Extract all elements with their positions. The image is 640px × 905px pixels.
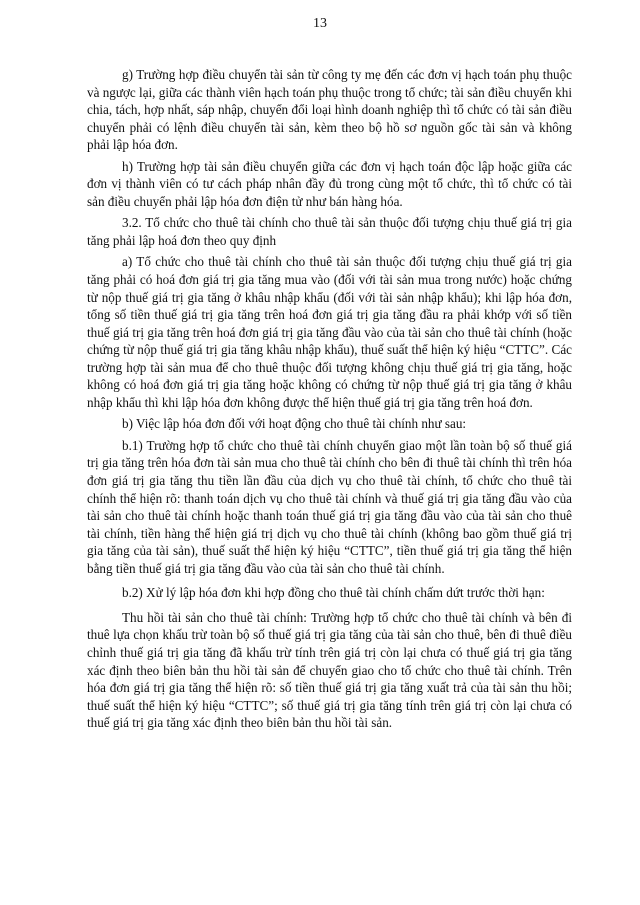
paragraph-b: b) Việc lập hóa đơn đối với hoạt động cho thuê tài chính như sau: [122, 416, 467, 432]
paragraph-asset-recovery: Thu hồi tài sản cho thuê tài chính: Trường hợp tổ chức cho thuê tài chính và bên đi thuê lựa chọn khấu trừ toàn bộ số thuế giá trị gia tăng của tài sản cho thuê, bên đi thuê điều chỉnh thuế giá trị gia tăng đã khấu trừ tính trên giá trị còn lại chưa có thuế giá trị gia tăng xác định theo biên bản thu hồi tài sản để chuyển giao cho tổ chức cho thuê tài chính. Trên hóa đơn giá trị gia tăng thể hiện rõ: số tiền thuế giá trị gia tăng xuất trả của tài sản thu hồi; thuế suất thể hiện ký hiệu “CTTC”; số thuế giá trị gia tăng tính trên giá trị còn lại chưa có thuế giá trị gia tăng xác định theo biên bản thu hồi tài sản. [87, 609, 572, 731]
paragraph-a: a) Tổ chức cho thuê tài chính cho thuê tài sản thuộc đối tượng chịu thuế giá trị gia tăng phải có hoá đơn giá trị gia tăng mua vào (đối với tài sản mua trong nước) hoặc chứng từ nộp thuế giá trị gia tăng ở khâu nhập khẩu (đối với tài sản nhập khẩu); khi lập hóa đơn, tổng số tiền thuế giá trị gia tăng trên hoá đơn giá trị gia tăng đầu ra phải khớp với số tiền thuế giá trị gia tăng trên hoá đơn giá trị gia tăng đầu vào của tài sản cho thuê tài chính (hoặc chứng từ nộp thuế giá trị gia tăng khâu nhập khẩu), thuế suất thể hiện ký hiệu “CTTC”. Các trường hợp tài sản mua để cho thuê thuộc đối tượng không chịu thuế giá trị gia tăng, hoặc không có hoá đơn giá trị gia tăng hoặc không có chứng từ nộp thuế giá trị gia tăng ở khâu nhập khẩu thì khi lập hóa đơn không được thể hiện thuế giá trị gia tăng trên hoá đơn. [87, 254, 572, 410]
paragraph-g: g) Trường hợp điều chuyển tài sản từ công ty mẹ đến các đơn vị hạch toán phụ thuộc và ngược lại, giữa các thành viên hạch toán phụ thuộc trong tổ chức; tài sản điều chuyển khi chia, tách, hợp nhất, sáp nhập, chuyển đổi loại hình doanh nghiệp thì tổ chức có tài sản điều chuyển phải có lệnh điều chuyển tài sản, kèm theo bộ hồ sơ nguồn gốc tài sản và không phải lập hóa đơn. [87, 67, 572, 153]
paragraph-b2: b.2) Xử lý lập hóa đơn khi hợp đồng cho thuê tài chính chấm dứt trước thời hạn: [122, 585, 545, 601]
paragraph-h: h) Trường hợp tài sản điều chuyển giữa các đơn vị hạch toán độc lập hoặc giữa các đơn vị thành viên có tư cách pháp nhân đầy đủ trong cùng một tổ chức, thì tổ chức có tài sản điều chuyển phải lập hóa đơn điện tử như bán hàng hóa. [87, 158, 572, 209]
document-body [87, 66, 572, 736]
page-number: 13 [313, 16, 327, 31]
paragraph-b1: b.1) Trường hợp tổ chức cho thuê tài chính chuyển giao một lần toàn bộ số thuế giá trị gia tăng trên hóa đơn tài sản mua cho thuê tài chính cho bên đi thuê tài chính thì trên hóa đơn giá trị gia tăng thu tiền lần đầu của dịch vụ cho thuê tài chính, tổ chức cho thuê tài chính thể hiện rõ: thanh toán dịch vụ cho thuê tài chính và thuế giá trị gia tăng đầu vào của tài sản cho thuê tài chính hoặc thanh toán thuế giá trị gia tăng đầu vào của tài sản cho thuê tài chính, tiền hàng thể hiện giá trị dịch vụ cho thuê tài chính (không bao gồm thuế giá trị gia tăng của tài sản), thuế suất thể hiện ký hiệu “CTTC”, tiền thuế giá trị gia tăng thể hiện bằng tiền thuế giá trị gia tăng đầu vào của tài sản cho thuê tài chính. [87, 437, 572, 576]
section-3-2-heading: 3.2. Tổ chức cho thuê tài chính cho thuê tài sản thuộc đối tượng chịu thuế giá trị gia tăng phải lập hoá đơn theo quy định [87, 215, 572, 248]
